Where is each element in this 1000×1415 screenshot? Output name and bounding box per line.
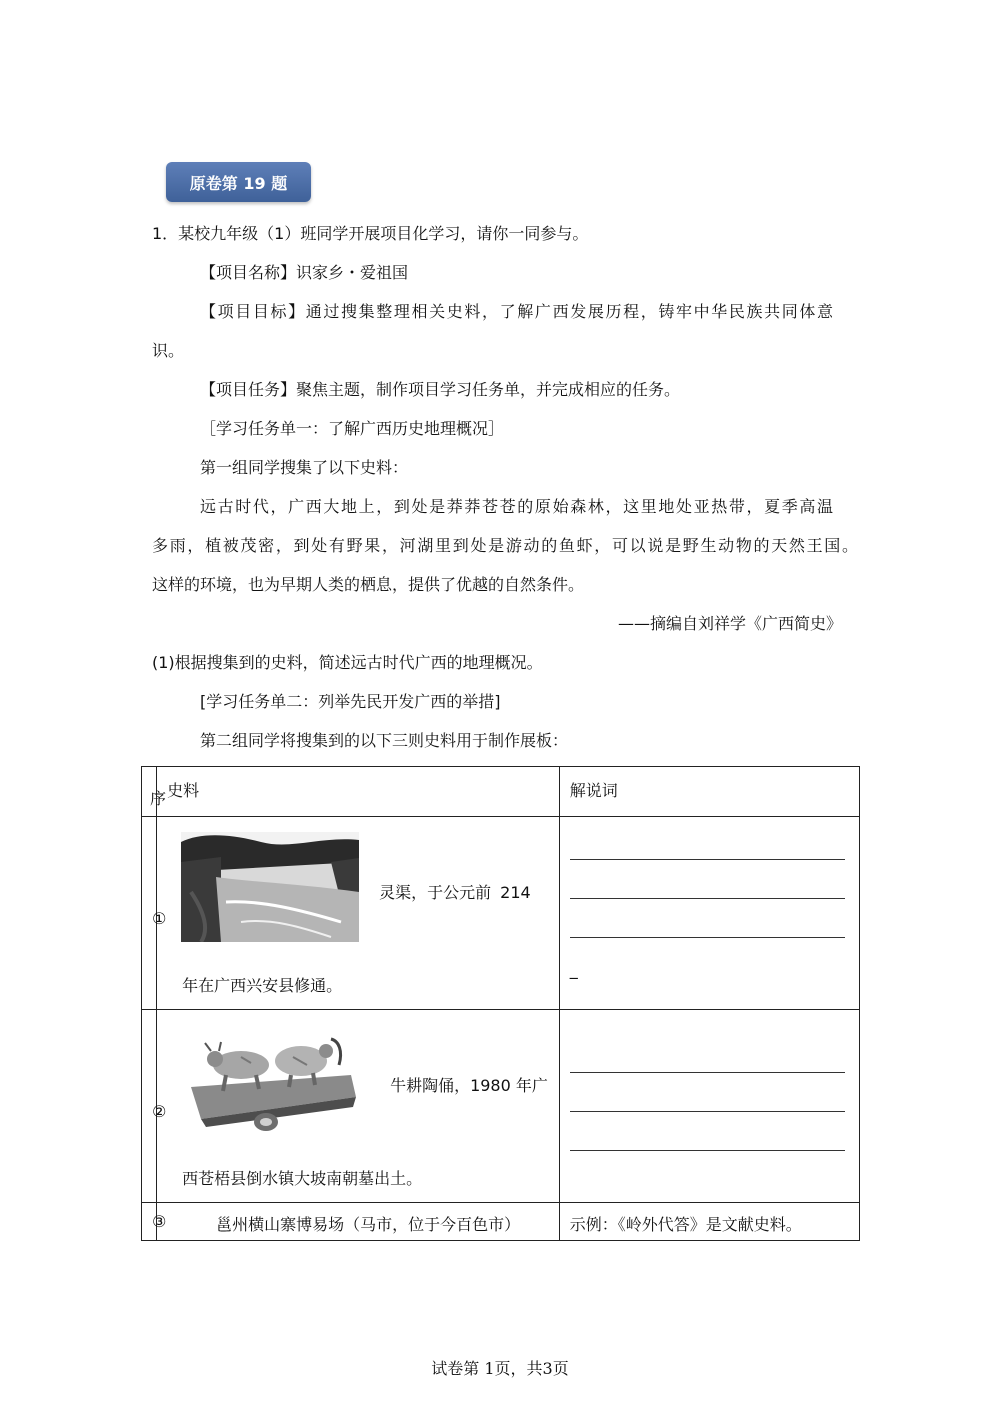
answer-blank[interactable] [570, 1150, 845, 1151]
ox-plowing-figurine-photo [181, 1027, 361, 1133]
material-cell [157, 1203, 560, 1241]
project-task: 【项目任务】聚焦主题，制作项目学习任务单，并完成相应的任务。 [200, 380, 681, 399]
row-seq: ② [152, 1102, 167, 1121]
answer-blank[interactable] [570, 859, 845, 860]
seq-cell [142, 1203, 167, 1241]
project-goal-line-1: 【项目目标】通过搜集整理相关史料，了解广西发展历程，铸牢中华民族共同体意 [200, 302, 833, 321]
header-seq: 序 [150, 789, 167, 808]
explanation-cell [559, 817, 859, 1010]
explanation-cell [559, 1010, 859, 1203]
row-seq: ③ [152, 1212, 167, 1231]
material-source: ——摘编自刘祥学《广西简史》 [617, 614, 842, 633]
lingqu-canal-photo [181, 832, 359, 942]
page-footer: 试卷第 1页，共3页 [431, 1359, 569, 1378]
table-row [142, 817, 860, 1010]
material-cell [157, 817, 560, 1010]
header-explanation: 解说词 [569, 781, 618, 800]
table-row [142, 1203, 860, 1241]
row-caption-2: 年在广西兴安县修通。 [182, 976, 343, 995]
seq-cell [142, 817, 167, 1010]
row-seq: ① [152, 909, 167, 928]
row-caption-1: 牛耕陶俑，1980 年广 [390, 1076, 548, 1095]
answer-blank[interactable] [570, 937, 845, 938]
question-stem: 1．某校九年级（1）班同学开展项目化学习，请你一同参与。 [152, 224, 589, 243]
row-caption-2: 西苍梧县倒水镇大坡南朝墓出土。 [182, 1169, 423, 1188]
material-cell [157, 1010, 560, 1203]
answer-blank-tail[interactable]: _ [569, 960, 578, 979]
answer-blank[interactable] [570, 1072, 845, 1073]
answer-blank[interactable] [570, 898, 845, 899]
task2-title: [学习任务单二：列举先民开发广西的举措] [200, 692, 501, 711]
project-goal-line-2: 识。 [152, 341, 185, 360]
table-header-row [142, 767, 860, 817]
task1-title: ［学习任务单一：了解广西历史地理概况］ [200, 419, 505, 438]
material-line-3: 这样的环境，也为早期人类的栖息，提供了优越的自然条件。 [152, 575, 585, 594]
row-material: 邕州横山寨博易场（马市，位于今百色市） [216, 1215, 521, 1234]
answer-blank[interactable] [570, 1111, 845, 1112]
seq-cell [142, 1010, 167, 1203]
project-name: 【项目名称】识家乡・爱祖国 [200, 263, 409, 282]
group1-intro: 第一组同学搜集了以下史料： [200, 458, 409, 477]
row-caption-1: 灵渠，于公元前 214 [379, 883, 531, 902]
group2-intro: 第二组同学将搜集到的以下三则史料用于制作展板： [200, 731, 569, 750]
header-seq-cell [142, 767, 167, 817]
header-material-cell [157, 767, 560, 817]
header-explanation-cell [559, 767, 859, 817]
question-number-badge: 原卷第 19 题 [166, 162, 311, 202]
materials-table [141, 766, 860, 1241]
table-row [142, 1010, 860, 1203]
material-line-2: 多雨，植被茂密，到处有野果，河湖里到处是游动的鱼虾，可以说是野生动物的天然王国。 [152, 536, 858, 555]
row-explanation: 示例：《岭外代答》是文献史料。 [569, 1215, 802, 1234]
material-line-1: 远古时代，广西大地上，到处是莽莽苍苍的原始森林，这里地处亚热带，夏季高温 [200, 497, 833, 516]
sub-question-1: (1)根据搜集到的史料，简述远古时代广西的地理概况。 [152, 653, 543, 672]
header-material: 史料 [167, 781, 200, 800]
explanation-cell [559, 1203, 859, 1241]
